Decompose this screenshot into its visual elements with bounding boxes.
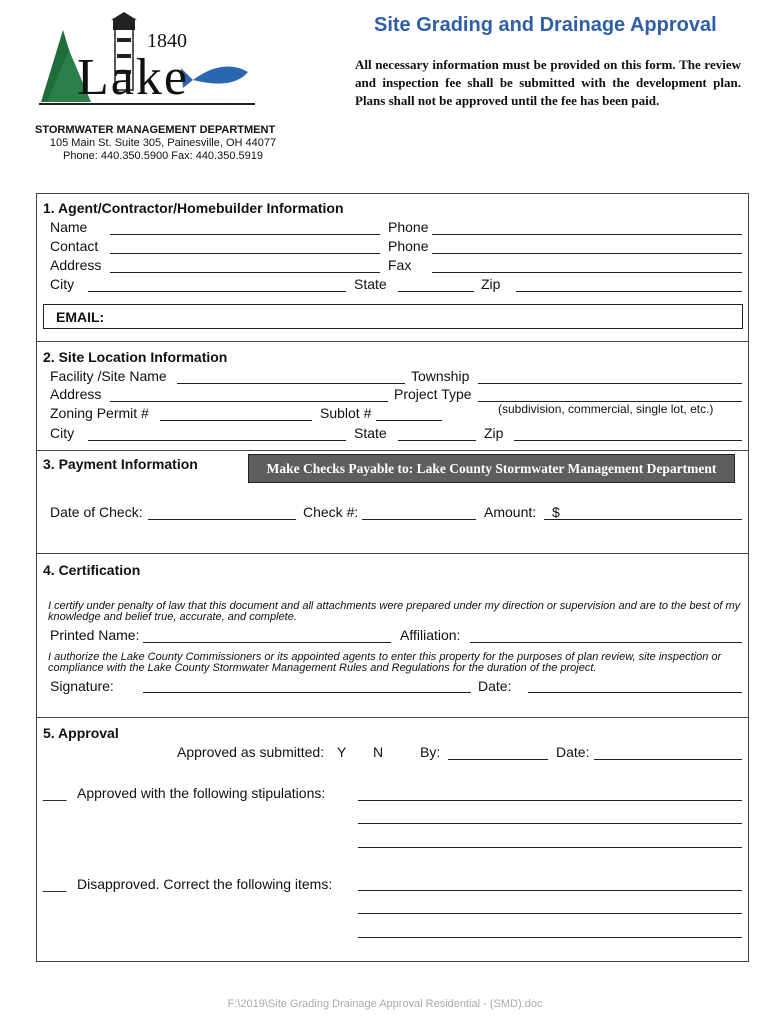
site-state-field[interactable] [398, 440, 476, 441]
project-type-label: Project Type [394, 386, 472, 402]
stipulations-label: Approved with the following stipulations: [77, 785, 326, 801]
cert-date-label: Date: [478, 678, 512, 694]
phone1-label: Phone [388, 219, 429, 235]
township-field[interactable] [478, 383, 742, 384]
fax-field[interactable] [432, 272, 742, 273]
check-number-field[interactable] [362, 519, 476, 520]
approved-label: Approved as submitted: [177, 744, 325, 760]
email-field[interactable]: EMAIL: [43, 304, 743, 329]
affiliation-field[interactable] [470, 642, 742, 643]
site-address-label: Address [50, 386, 102, 402]
authorize-statement: I authorize the Lake County Commissioners or its appointed agents to enter this property for the purposes of plan review, site inspection or compliance with the Lake County Stormwater Management Rules and Regulations for the duration of the project. [48, 651, 722, 674]
check-date-label: Date of Check: [50, 504, 143, 520]
project-type-hint: (subdivision, commercial, single lot, etc.) [498, 402, 714, 416]
facility-field[interactable] [177, 383, 405, 384]
phone2-label: Phone [388, 238, 429, 254]
state-field[interactable] [398, 291, 474, 292]
affiliation-label: Affiliation: [400, 627, 461, 643]
dollar-sign: $ [552, 504, 560, 520]
department-name: STORMWATER MANAGEMENT DEPARTMENT [35, 124, 276, 136]
department-address [35, 137, 291, 163]
site-state-label: State [354, 425, 387, 441]
site-address-field[interactable] [110, 401, 388, 402]
site-city-label: City [50, 425, 75, 441]
corrections-line-3[interactable] [358, 937, 742, 938]
contact-field[interactable] [110, 253, 380, 254]
site-zip-label: Zip [484, 425, 504, 441]
sublot-field[interactable] [376, 420, 442, 421]
stipulations-checkbox[interactable]: ___ [43, 785, 67, 801]
phone-fax-line: Phone: 440.350.5900 Fax: 440.350.5919 [62, 150, 263, 162]
printed-name-label: Printed Name: [50, 627, 140, 643]
disapproved-label: Disapproved. Correct the following items: [77, 876, 333, 892]
name-field[interactable] [110, 234, 380, 235]
fee-notice: All necessary information must be provided on this form. The review and inspection fee shall be submitted with the development plan. Plans shall not be approved until the fee has been paid. [355, 57, 741, 108]
amount-label: Amount: [484, 504, 537, 520]
contact-label: Contact [50, 238, 99, 254]
check-number-label: Check #: [303, 504, 359, 520]
section3-heading: 3. Payment Information [43, 456, 198, 472]
site-zip-field[interactable] [514, 440, 742, 441]
state-label: State [354, 276, 387, 292]
approval-date-label: Date: [556, 744, 590, 760]
approved-by-field[interactable] [448, 759, 548, 760]
fax-label: Fax [388, 257, 412, 273]
logo-text: Lake [77, 49, 189, 106]
printed-name-field[interactable] [143, 642, 391, 643]
signature-field[interactable] [143, 692, 471, 693]
file-path-footer: F:\2019\Site Grading Drainage Approval Residential - (SMD).doc [227, 998, 543, 1010]
section2-heading: 2. Site Location Information [43, 349, 228, 365]
name-label: Name [50, 219, 88, 235]
payable-banner: Make Checks Payable to: Lake County Stormwater Management Department [248, 454, 735, 483]
cert-date-field[interactable] [528, 692, 742, 693]
address-line: 105 Main St. Suite 305, Painesville, OH 44077 [49, 137, 277, 149]
approved-by-label: By: [420, 744, 441, 760]
zoning-field[interactable] [160, 420, 312, 421]
section1-heading: 1. Agent/Contractor/Homebuilder Information [43, 200, 344, 216]
disapproved-checkbox[interactable]: ___ [43, 876, 67, 892]
zoning-label: Zoning Permit # [50, 405, 149, 421]
city-label: City [50, 276, 75, 292]
phone2-field[interactable] [432, 253, 742, 254]
phone1-field[interactable] [432, 234, 742, 235]
section4-heading: 4. Certification [43, 562, 141, 578]
stipulations-line-1[interactable] [358, 800, 742, 801]
approval-date-field[interactable] [594, 759, 742, 760]
logo-year: 1840 [147, 30, 187, 52]
township-label: Township [411, 368, 470, 384]
approve-no-option[interactable]: N [373, 744, 384, 760]
zip-label: Zip [481, 276, 501, 292]
section-approval [36, 717, 749, 962]
lake-county-logo [33, 10, 263, 110]
stipulations-line-3[interactable] [358, 847, 742, 848]
corrections-line-1[interactable] [358, 890, 742, 891]
section5-heading: 5. Approval [43, 725, 119, 741]
address-label: Address [50, 257, 102, 273]
certify-statement: I certify under penalty of law that this document and all attachments were prepared under my direction or supervision and are to the best of my knowledge and belief true, accurate, and complete. [48, 600, 741, 623]
approve-yes-option[interactable]: Y [337, 744, 347, 760]
section-certification [36, 553, 749, 718]
site-city-field[interactable] [88, 440, 346, 441]
amount-field[interactable] [544, 519, 742, 520]
signature-label: Signature: [50, 678, 114, 694]
stipulations-line-2[interactable] [358, 823, 742, 824]
city-field[interactable] [88, 291, 346, 292]
zip-field[interactable] [516, 291, 742, 292]
corrections-line-2[interactable] [358, 913, 742, 914]
check-date-field[interactable] [148, 519, 296, 520]
page-title: Site Grading and Drainage Approval [374, 14, 717, 36]
facility-label: Facility /Site Name [50, 368, 167, 384]
address-field[interactable] [110, 272, 380, 273]
sublot-label: Sublot # [320, 405, 372, 421]
